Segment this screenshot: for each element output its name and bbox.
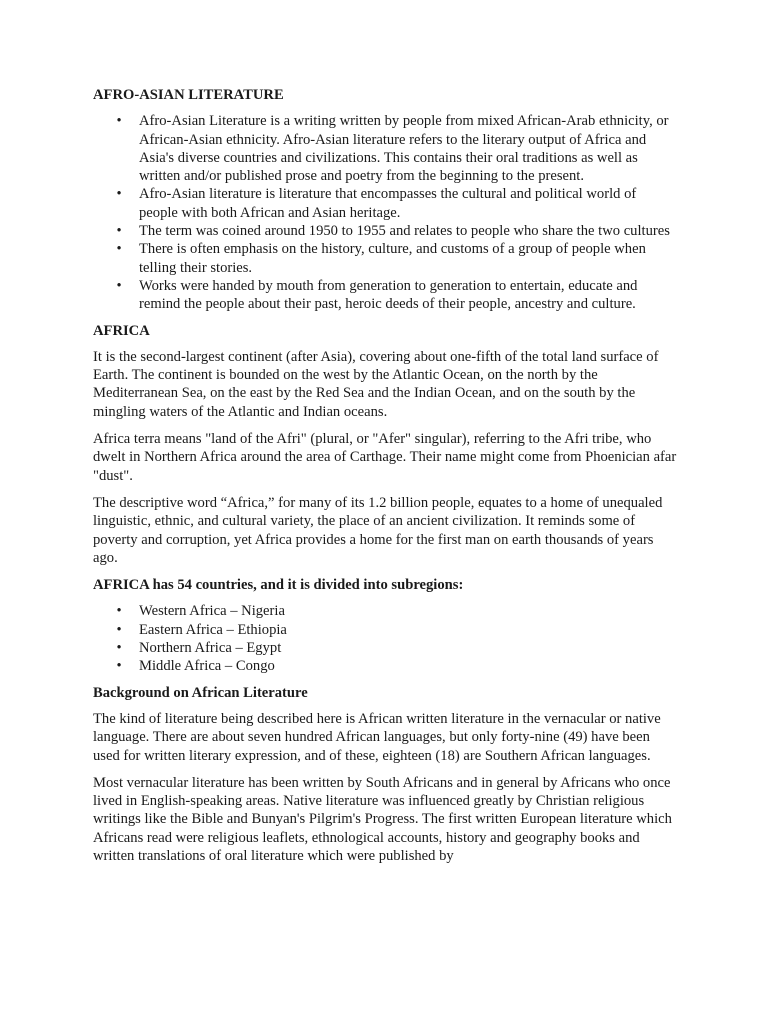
- list-item: [93, 112, 678, 185]
- subregions-heading: AFRICA has 54 countries, and it is divided into subregions:: [93, 577, 464, 594]
- background-heading: Background on African Literature: [93, 684, 308, 701]
- list-item-text: The term was coined around 1950 to 1955 and relates to people who share the two cultures: [139, 223, 670, 240]
- list-item-text: Afro-Asian literature is literature that encompasses the cultural and political world of people with both African and Asian heritage.: [139, 186, 637, 221]
- bullet-icon: •: [116, 223, 122, 240]
- bullet-icon: •: [116, 186, 122, 203]
- list-item: [93, 277, 678, 314]
- bullet-icon: •: [116, 277, 122, 294]
- list-item: [93, 222, 678, 240]
- bullet-icon: •: [116, 241, 122, 258]
- bullet-icon: •: [116, 658, 122, 675]
- intro-bullet-list: [93, 112, 678, 313]
- africa-paragraph-1: It is the second-largest continent (after Asia), covering about one-fifth of the total land surface of Earth. The continent is bounded on the west by the Atlantic Ocean, on the north by the Mediterranean Sea, on the east by the Red Sea and the Indian Ocean, and on the south by the mingling waters of the Atlantic and Indian oceans.: [93, 348, 659, 420]
- background-paragraph-1: The kind of literature being described here is African written literature in the vernacular or native language. There are about seven hundred African languages, but only forty-nine (49) have been used for written literary expression, and of these, eighteen (18) are Southern African languages.: [93, 710, 661, 764]
- document-page: [93, 86, 678, 874]
- background-paragraph-2: Most vernacular literature has been written by South Africans and in general by Africans who once lived in English-speaking areas. Native literature was influenced greatly by Christian religious writings like the Bible and Bunyan's Pilgrim's Progress. The first written European literature which Africans read were religious leaflets, ethnological accounts, history and geography books and written translations of oral literature which were published by: [93, 774, 672, 864]
- list-item-text: Afro-Asian Literature is a writing written by people from mixed African-Arab ethnicity, or African-Asian ethnicity. Afro-Asian literature refers to the literary output of Africa and Asia's diverse countries and civilizations. This contains their oral traditions as well as written and/or published prose and poetry from the beginning to the present.: [139, 113, 669, 185]
- list-item: [93, 240, 678, 277]
- list-item-text: There is often emphasis on the history, culture, and customs of a group of people when telling their stories.: [139, 241, 646, 276]
- subregions-list: [93, 602, 678, 675]
- list-item: [93, 621, 678, 639]
- bullet-icon: •: [116, 113, 122, 130]
- list-item-text: Western Africa – Nigeria: [139, 603, 285, 620]
- list-item-text: Middle Africa – Congo: [139, 658, 275, 675]
- list-item: [93, 185, 678, 222]
- africa-paragraph-3: The descriptive word “Africa,” for many of its 1.2 billion people, equates to a home of unequaled linguistic, ethnic, and cultural variety, the place of an ancient civilization. It reminds some of poverty and corruption, yet Africa provides a home for the first man on earth thousands of years ago.: [93, 494, 663, 566]
- list-item: [93, 602, 678, 620]
- list-item: [93, 639, 678, 657]
- bullet-icon: •: [116, 621, 122, 638]
- africa-heading: AFRICA: [93, 322, 150, 339]
- bullet-icon: •: [116, 603, 122, 620]
- bullet-icon: •: [116, 640, 122, 657]
- list-item: [93, 657, 678, 675]
- list-item-text: Eastern Africa – Ethiopia: [139, 621, 287, 638]
- list-item-text: Works were handed by mouth from generation to generation to entertain, educate and remind the people about their past, heroic deeds of their people, ancestry and culture.: [139, 277, 638, 313]
- document-title: AFRO-ASIAN LITERATURE: [93, 87, 284, 103]
- list-item-text: Northern Africa – Egypt: [139, 640, 282, 657]
- africa-paragraph-2: Africa terra means "land of the Afri" (plural, or "Afer" singular), referring to the Afri tribe, who dwelt in Northern Africa around the area of Carthage. Their name might come from Phoenician afar "dust".: [93, 431, 677, 484]
